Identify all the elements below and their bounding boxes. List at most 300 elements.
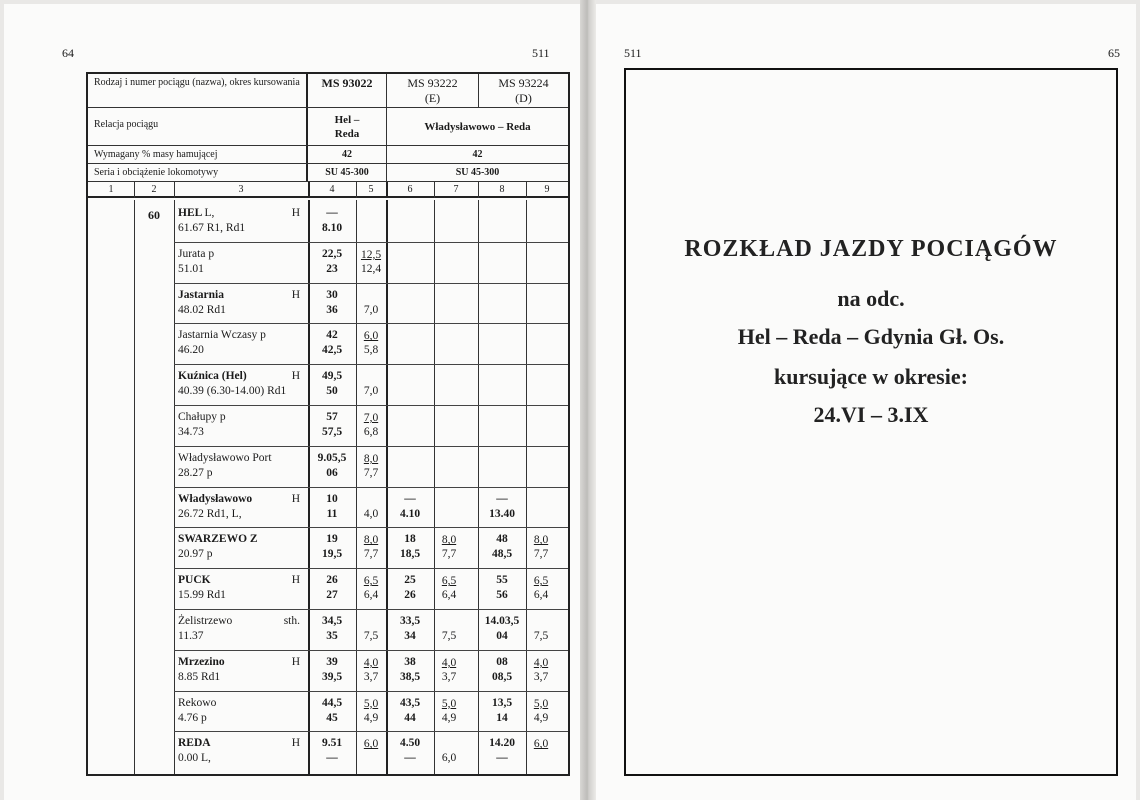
station-cell — [178, 247, 306, 277]
speed-cell — [436, 452, 462, 480]
train-ms93222 — [386, 74, 478, 107]
departure-time: 50 — [326, 385, 338, 398]
arrival-time: 14.03,5 — [484, 615, 520, 627]
speed-value: 4,9 — [533, 711, 549, 724]
station-name-text: Jastarnia — [178, 288, 224, 301]
speed-cell — [436, 533, 462, 561]
speed-cell — [528, 289, 554, 317]
station-name-text: HEL — [178, 207, 202, 219]
speed-value: 6,5 — [533, 575, 549, 588]
speed-value — [436, 248, 462, 262]
col-num: 3 — [238, 184, 244, 195]
speed-value: 8,0 — [363, 534, 379, 547]
time-cell — [310, 288, 354, 318]
speed-cell — [358, 411, 384, 439]
station-cell — [178, 328, 306, 358]
arrival-time: 4.50 — [399, 737, 421, 750]
loco-b: SU 45-300 — [386, 164, 568, 181]
departure-time: 57,5 — [321, 426, 343, 438]
right-page — [596, 4, 1136, 800]
page-number-left: 64 — [62, 46, 74, 60]
speed-cell — [436, 615, 462, 643]
departure-time: 08,5 — [491, 670, 513, 683]
speed-value — [358, 289, 384, 303]
station-cell — [178, 369, 306, 399]
speed-value — [436, 452, 462, 466]
left-page — [4, 4, 580, 800]
arrival-time: 19 — [326, 533, 338, 546]
station-km: 8.85 Rd1 — [178, 670, 221, 683]
brake-b: 42 — [386, 146, 568, 163]
station-flag: H — [291, 574, 300, 587]
station-name — [178, 655, 306, 670]
speed-value: 4,0 — [441, 656, 457, 669]
speed-cell — [358, 370, 384, 398]
departure-time: 8.10 — [321, 222, 343, 234]
time-cell — [480, 614, 524, 644]
speed-value: 7,5 — [363, 630, 379, 642]
station-suffix: p — [208, 247, 215, 260]
speed-cell — [436, 248, 462, 276]
time-cell — [310, 492, 354, 522]
departure-time: 44 — [404, 711, 416, 724]
arrival-time: 55 — [496, 574, 508, 587]
speed-cell — [358, 737, 384, 765]
station-cell — [178, 736, 306, 766]
arrival-time: 49,5 — [321, 370, 343, 383]
departure-time: 56 — [496, 589, 508, 602]
time-cell — [310, 532, 354, 562]
row-divider — [174, 364, 568, 365]
speed-value: 6,0 — [363, 330, 379, 343]
time-cell — [388, 736, 432, 766]
brake-label: Wymagany % masy hamującej — [88, 146, 308, 163]
speed-value — [436, 329, 462, 343]
station-km: 34.73 — [178, 426, 204, 438]
speed-cell — [436, 697, 462, 725]
speed-value: 3,7 — [363, 670, 379, 683]
header-train-row — [88, 74, 568, 108]
speed-value — [528, 248, 554, 262]
page-number-right: 65 — [1108, 46, 1120, 60]
speed-value — [528, 329, 554, 343]
station-suffix: p — [219, 411, 226, 423]
station-cell — [178, 288, 306, 318]
speed-cell — [436, 574, 462, 602]
station-name-text: REDA — [178, 737, 211, 750]
speed-cell — [358, 207, 384, 235]
col-num: 2 — [151, 184, 157, 195]
arrival-time: 57 — [326, 411, 338, 423]
speed-value — [436, 289, 462, 303]
speed-value: 7,5 — [533, 630, 549, 642]
time-cell — [310, 369, 354, 399]
time-cell — [310, 655, 354, 685]
time-cell — [310, 614, 354, 644]
speed-cell — [436, 656, 462, 684]
speed-value — [358, 370, 384, 384]
page-number-right: 511 — [532, 46, 550, 60]
speed-cell — [436, 207, 462, 235]
relation-label: Relacja pociągu — [88, 108, 308, 145]
page-number-left: 511 — [624, 46, 642, 60]
departure-time: 18,5 — [399, 548, 421, 561]
speed-value: 6,4 — [363, 589, 379, 602]
arrival-time: 42 — [326, 329, 338, 342]
station-name — [178, 614, 306, 629]
station-flag: H — [291, 492, 300, 505]
col-num: 5 — [368, 184, 374, 195]
arrival-time: 14.20 — [489, 737, 515, 750]
speed-cell — [528, 533, 554, 561]
station-name — [178, 247, 306, 262]
speed-cell — [528, 207, 554, 235]
departure-time: 36 — [326, 303, 338, 316]
speed-value — [436, 493, 462, 507]
speed-value — [436, 425, 462, 439]
departure-time: 23 — [326, 262, 338, 275]
station-cell — [178, 532, 306, 562]
arrival-time: 10 — [326, 492, 338, 505]
row-divider — [174, 650, 568, 651]
speed-value — [436, 384, 462, 398]
speed-value — [528, 207, 554, 221]
train-number: MS 93224 — [498, 75, 549, 90]
title-period-dates: 24.VI – 3.IX — [813, 402, 929, 427]
speed-cell — [528, 574, 554, 602]
col-num: 8 — [499, 184, 505, 195]
train-number: MS 93222 — [407, 75, 458, 90]
speed-value — [436, 466, 462, 480]
speed-value — [528, 262, 554, 276]
col-num: 7 — [453, 184, 459, 195]
speed-cell — [358, 248, 384, 276]
time-cell — [310, 451, 354, 481]
speed-cell — [436, 329, 462, 357]
speed-value — [528, 507, 554, 521]
speed-value — [436, 737, 462, 751]
arrival-time: 13,5 — [491, 696, 513, 709]
station-km: 11.37 — [178, 630, 204, 642]
time-cell — [310, 206, 354, 236]
speed-value — [436, 303, 462, 317]
title-box — [624, 68, 1118, 776]
speed-cell — [436, 289, 462, 317]
time-cell — [310, 247, 354, 277]
row-divider — [174, 691, 568, 692]
speed-value: 5,0 — [363, 697, 379, 710]
loco-a: SU 45-300 — [325, 167, 369, 178]
arrival-time: — — [496, 492, 508, 505]
time-cell — [480, 696, 524, 726]
station-name-text: Jurata — [178, 247, 206, 260]
station-km: 48.02 Rd1 — [178, 303, 226, 316]
row-divider — [174, 731, 568, 732]
station-cell — [178, 573, 306, 603]
speed-value — [358, 207, 384, 221]
station-name — [178, 206, 306, 221]
time-cell — [480, 736, 524, 766]
station-name-text: Mrzezino — [178, 655, 225, 668]
arrival-time: — — [404, 492, 416, 505]
timetable — [86, 72, 570, 776]
speed-cell — [528, 248, 554, 276]
speed-cell — [528, 615, 554, 643]
station-km: 61.67 R1, Rd1 — [178, 222, 246, 234]
speed-value: 5,0 — [441, 697, 457, 710]
speed-value: 7,7 — [363, 548, 379, 561]
speed-cell — [358, 493, 384, 521]
speed-value — [436, 207, 462, 221]
station-flag: H — [291, 370, 300, 383]
arrival-time: — — [326, 207, 338, 219]
speed-cell — [528, 697, 554, 725]
speed-value: 6,5 — [441, 575, 457, 588]
speed-value — [528, 411, 554, 425]
speed-value: 8,0 — [533, 534, 549, 547]
speed-value: 3,7 — [533, 670, 549, 683]
relation-wladyslawowo-reda: Władysławowo – Reda — [386, 108, 568, 145]
speed-value — [436, 615, 462, 629]
speed-value — [528, 289, 554, 303]
station-name — [178, 492, 306, 507]
title-route: Hel – Reda – Gdynia Gł. Os. — [737, 324, 1005, 349]
speed-value: 8,0 — [363, 452, 379, 465]
station-km: 46.20 — [178, 344, 204, 357]
station-suffix: p — [260, 329, 266, 342]
time-cell — [310, 328, 354, 358]
arrival-time: 08 — [496, 655, 508, 668]
row-divider — [174, 487, 568, 488]
time-cell — [310, 573, 354, 603]
departure-time: 35 — [326, 630, 338, 642]
station-km: 26.72 Rd1, L, — [178, 507, 242, 520]
departure-time: 38,5 — [399, 670, 421, 683]
time-cell — [388, 655, 432, 685]
station-km: 4.76 p — [178, 711, 207, 724]
train-ms93224 — [478, 74, 568, 107]
station-cell — [178, 614, 306, 644]
speed-value: 6,0 — [441, 752, 457, 765]
departure-time: 06 — [326, 466, 338, 479]
speed-value: 6,5 — [363, 575, 379, 588]
time-cell — [388, 696, 432, 726]
station-name — [178, 288, 306, 303]
station-name-text: PUCK — [178, 574, 211, 587]
time-cell — [310, 736, 354, 766]
arrival-time: 9.05,5 — [317, 451, 347, 464]
row-divider — [174, 242, 568, 243]
station-name-text: Władysławowo Port — [178, 451, 272, 464]
station-flag: H — [291, 737, 300, 750]
speed-cell — [436, 737, 462, 765]
row-divider — [174, 283, 568, 284]
station-name — [178, 532, 306, 547]
speed-value — [528, 221, 554, 235]
time-cell — [388, 573, 432, 603]
station-flag: H — [291, 288, 300, 301]
speed-cell — [358, 656, 384, 684]
station-cell — [178, 451, 306, 481]
departure-time: 14 — [496, 711, 508, 724]
station-cell — [178, 696, 306, 726]
station-flag: H — [291, 655, 300, 668]
speed-value — [436, 262, 462, 276]
speed-value: 7,0 — [363, 385, 379, 398]
title-section: na odc. — [837, 286, 905, 311]
speed-value: 4,9 — [441, 711, 457, 724]
speed-cell — [528, 452, 554, 480]
speed-value: 7,7 — [441, 548, 457, 561]
speed-value: 8,0 — [441, 534, 457, 547]
station-name — [178, 573, 306, 588]
speed-cell — [528, 411, 554, 439]
speed-value: 6,4 — [533, 589, 549, 602]
speed-value — [436, 343, 462, 357]
speed-value — [358, 615, 384, 629]
station-name — [178, 696, 306, 711]
station-km: 20.97 p — [178, 548, 213, 561]
train-number: MS 93022 — [321, 76, 373, 90]
speed-value — [436, 507, 462, 521]
speed-value — [528, 452, 554, 466]
station-name-text: Władysławowo — [178, 492, 253, 505]
speed-cell — [358, 452, 384, 480]
speed-cell — [528, 493, 554, 521]
speed-value — [528, 493, 554, 507]
station-name-text: Chałupy — [178, 411, 217, 423]
station-km: 40.39 (6.30-14.00) Rd1 — [178, 385, 287, 398]
speed-cell — [358, 289, 384, 317]
speed-value: 12,5 — [360, 248, 382, 261]
title-period-label: kursujące w okresie: — [774, 364, 968, 389]
speed-value: 7,0 — [363, 412, 379, 424]
time-cell — [388, 492, 432, 522]
brake-a: 42 — [342, 149, 352, 160]
speed-cell — [436, 411, 462, 439]
speed-cell — [528, 370, 554, 398]
station-name-text: Rekowo — [178, 696, 217, 709]
speed-value — [528, 615, 554, 629]
speed-value — [528, 370, 554, 384]
speed-cell — [358, 329, 384, 357]
relation-hel-reda: Hel – Reda — [334, 113, 360, 140]
arrival-time: 43,5 — [399, 696, 421, 709]
station-km: 0.00 L, — [178, 752, 211, 765]
train-suffix: (E) — [424, 90, 441, 105]
station-cell — [178, 206, 306, 236]
speed-value: 6,0 — [363, 738, 379, 751]
header-loco-row — [88, 164, 568, 182]
speed-value: 4,0 — [533, 656, 549, 669]
station-name-text: Kuźnica (Hel) — [178, 370, 247, 383]
speed-value: 7,5 — [441, 630, 457, 642]
departure-time: 11 — [326, 507, 338, 520]
header-relation-row — [88, 108, 568, 146]
speed-value — [436, 221, 462, 235]
speed-cell — [528, 737, 554, 765]
departure-time: 45 — [326, 711, 338, 724]
book-spine — [580, 0, 596, 800]
arrival-time: 30 — [326, 288, 338, 301]
speed-cell — [358, 574, 384, 602]
train-ms93022 — [308, 74, 386, 107]
speed-value — [528, 425, 554, 439]
speed-value — [528, 384, 554, 398]
departure-time: 13.40 — [489, 507, 515, 520]
time-cell — [388, 532, 432, 562]
arrival-time: 9.51 — [321, 737, 343, 750]
time-cell — [310, 696, 354, 726]
arrival-time: 25 — [404, 574, 416, 587]
title-heading: ROZKŁAD JAZDY POCIĄGÓW — [684, 236, 1058, 262]
header-brake-row — [88, 146, 568, 164]
departure-time: 19,5 — [321, 548, 343, 561]
speed-value: 7,7 — [533, 548, 549, 561]
arrival-time: 44,5 — [321, 696, 343, 709]
speed-value: 6,4 — [441, 589, 457, 602]
station-name — [178, 369, 306, 384]
speed-cell — [358, 533, 384, 561]
station-name-text: Jastarnia Wczasy — [178, 329, 258, 342]
arrival-time: 38 — [404, 655, 416, 668]
col-num: 1 — [108, 184, 114, 195]
speed-value — [436, 411, 462, 425]
departure-time: — — [326, 752, 338, 765]
speed-value: 7,0 — [363, 303, 379, 316]
time-cell — [388, 614, 432, 644]
departure-time: 42,5 — [321, 344, 343, 357]
speed-value — [528, 343, 554, 357]
time-cell — [480, 532, 524, 562]
speed-value — [358, 751, 384, 765]
departure-time: 4.10 — [399, 507, 421, 520]
speed-value — [436, 370, 462, 384]
speed-cell — [528, 329, 554, 357]
row-divider — [174, 323, 568, 324]
station-km: 51.01 — [178, 262, 204, 275]
station-cell — [178, 655, 306, 685]
station-name — [178, 451, 306, 466]
departure-time: 34 — [404, 630, 416, 642]
loco-label: Seria i obciążenie lokomotywy — [88, 164, 308, 181]
speed-value — [528, 751, 554, 765]
station-km: 15.99 Rd1 — [178, 589, 226, 602]
speed-value: 3,7 — [441, 670, 457, 683]
departure-time: 39,5 — [321, 670, 343, 683]
row-divider — [174, 446, 568, 447]
speed-cell — [358, 615, 384, 643]
speed-value: 4,9 — [363, 711, 379, 724]
col-num: 6 — [407, 184, 413, 195]
departure-time: — — [496, 752, 508, 765]
speed-cell — [436, 370, 462, 398]
station-name — [178, 736, 306, 751]
time-cell — [310, 410, 354, 440]
station-name-text: SWARZEWO Z — [178, 533, 258, 546]
arrival-time: 34,5 — [321, 615, 343, 627]
col-num: 9 — [544, 184, 550, 195]
station-flag: sth. — [283, 615, 300, 627]
speed-cell — [358, 697, 384, 725]
departure-time: 48,5 — [491, 548, 513, 561]
col-num: 4 — [329, 184, 335, 195]
arrival-time: 18 — [404, 533, 416, 546]
row-divider — [174, 527, 568, 528]
departure-time: 26 — [404, 589, 416, 602]
speed-value: 5,0 — [533, 697, 549, 710]
speed-value: 12,4 — [360, 262, 382, 275]
